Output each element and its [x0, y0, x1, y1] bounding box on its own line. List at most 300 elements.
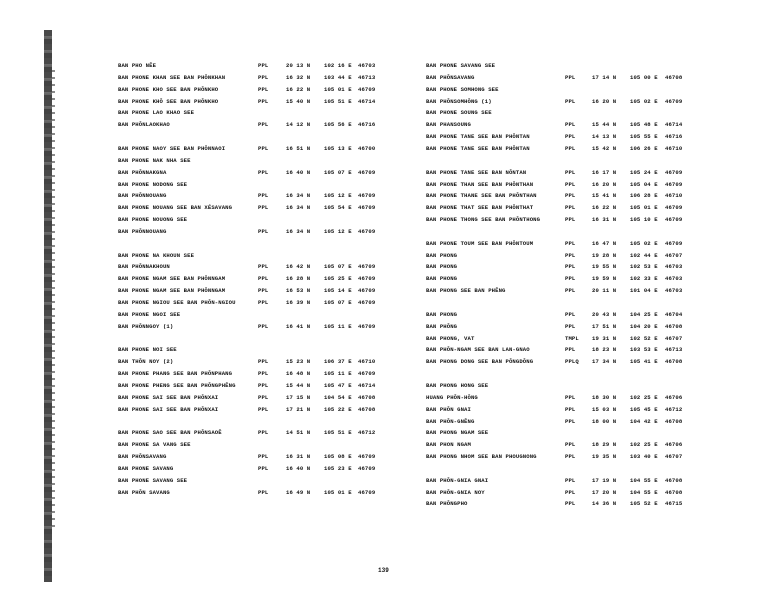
- feature-type: PPL: [258, 121, 269, 129]
- gazetteer-entry: [0, 311, 776, 319]
- longitude: 105 01 E: [630, 204, 658, 212]
- latitude: 16 17 N: [592, 168, 617, 176]
- sheet-reference: 46708: [665, 476, 683, 484]
- sheet-reference: 46709: [358, 227, 376, 235]
- sheet-reference: 46713: [358, 73, 376, 81]
- latitude: 15 44 N: [286, 381, 311, 389]
- sheet-reference: 46708: [665, 488, 683, 496]
- latitude: 16 34 N: [286, 192, 311, 200]
- place-name: BAN PHONE NGAM SEE BAN PHÔNNGAM: [118, 275, 226, 283]
- longitude: 105 07 E: [324, 299, 352, 306]
- feature-type: PPL: [258, 322, 269, 330]
- feature-type: PPL: [258, 453, 269, 461]
- gazetteer-entry: [0, 240, 776, 248]
- sheet-reference: 46709: [358, 299, 376, 306]
- place-name: BAN PHONE SA VANG SEE: [118, 441, 191, 449]
- sheet-reference: 46709: [358, 322, 376, 330]
- feature-type: PPL: [258, 62, 269, 69]
- place-name: BAN PHÔNSOMHÔNG (1): [426, 97, 492, 105]
- place-name: BAN PHONG: [426, 251, 458, 259]
- latitude: 16 32 N: [286, 73, 311, 81]
- longitude: 106 26 E: [630, 144, 658, 152]
- sheet-reference: 46709: [358, 85, 376, 93]
- longitude: 102 25 E: [630, 441, 658, 449]
- place-name: BAN PHONE SAVANG: [118, 464, 174, 472]
- feature-type: PPL: [565, 216, 576, 224]
- gazetteer-entry: [0, 62, 776, 70]
- longitude: 104 55 E: [630, 476, 658, 484]
- gazetteer-entry: [0, 358, 776, 366]
- feature-type: PPL: [565, 453, 576, 461]
- place-name: BAN PHONE NGIOU SEE BAN PHÔN-NGIOU: [118, 299, 236, 306]
- feature-type: TMPL: [565, 334, 579, 342]
- place-name: BAN PHON NGAM: [426, 441, 471, 449]
- gazetteer-entry: [0, 275, 776, 283]
- sheet-reference: 46710: [665, 144, 683, 152]
- gazetteer-entry: [0, 323, 776, 331]
- latitude: 17 34 N: [592, 358, 617, 366]
- place-name: BAN PHONE LAO KHAO SEE: [118, 109, 195, 117]
- longitude: 104 20 E: [630, 322, 658, 330]
- place-name: BAN PHONG NGAM SEE: [426, 429, 489, 437]
- feature-type: PPL: [565, 144, 576, 152]
- sheet-reference: 46716: [358, 121, 376, 129]
- latitude: 14 36 N: [592, 500, 617, 508]
- feature-type: PPL: [565, 322, 576, 330]
- feature-type: PPL: [565, 239, 576, 247]
- sheet-reference: 46703: [665, 263, 683, 271]
- sheet-reference: 46716: [665, 133, 683, 141]
- sheet-reference: 46709: [358, 192, 376, 200]
- latitude: 16 40 N: [286, 168, 311, 176]
- longitude: 105 10 E: [630, 216, 658, 224]
- gazetteer-entry: [0, 500, 776, 508]
- feature-type: PPL: [258, 429, 269, 437]
- gazetteer-entry: [0, 252, 776, 260]
- latitude: 16 31 N: [592, 216, 617, 224]
- place-name: BAN PHONE TANE SEE BAN NÔNTAN: [426, 168, 527, 176]
- gazetteer-entry: [0, 169, 776, 177]
- feature-type: PPL: [258, 358, 269, 366]
- latitude: 15 40 N: [286, 97, 311, 105]
- place-name: BAN PHÔNG: [426, 322, 458, 330]
- gazetteer-entry: [0, 346, 776, 354]
- gazetteer-entry: [0, 335, 776, 343]
- feature-type: PPL: [565, 441, 576, 449]
- latitude: 16 20 N: [592, 180, 617, 188]
- gazetteer-entry: [0, 74, 776, 82]
- place-name: BAN PHONE TANE SEE BAN PHÔNTAN: [426, 133, 530, 141]
- gazetteer-entry: [0, 441, 776, 449]
- latitude: 16 47 N: [592, 239, 617, 247]
- latitude: 16 49 N: [286, 488, 311, 496]
- place-name: BAN PHONE PHENG SEE BAN PHÔNGPHÊNG: [118, 381, 236, 389]
- feature-type: PPL: [565, 73, 576, 81]
- latitude: 19 35 N: [592, 453, 617, 461]
- longitude: 105 12 E: [324, 227, 352, 235]
- sheet-reference: 46707: [665, 453, 683, 461]
- latitude: 16 53 N: [286, 287, 311, 295]
- place-name: BAN PHONE NAK NHA SEE: [118, 156, 191, 164]
- place-name: BAN PHONE NGOI SEE: [118, 310, 181, 318]
- gazetteer-entry: [0, 86, 776, 94]
- sheet-reference: 46709: [665, 168, 683, 176]
- sheet-reference: 46704: [665, 310, 683, 318]
- place-name: BAN PHONE THAT SEE BAN PHÔNTHAT: [426, 204, 534, 212]
- gazetteer-entry: [0, 382, 776, 390]
- place-name: BAN PHONG HONG SEE: [426, 381, 489, 389]
- latitude: 16 22 N: [592, 204, 617, 212]
- sheet-reference: 46714: [665, 121, 683, 129]
- latitude: 14 12 N: [286, 121, 311, 129]
- longitude: 101 04 E: [630, 287, 658, 295]
- longitude: 102 33 E: [630, 275, 658, 283]
- longitude: 105 07 E: [324, 263, 352, 271]
- latitude: 15 41 N: [592, 192, 617, 200]
- gazetteer-entry: [0, 133, 776, 141]
- longitude: 105 08 E: [324, 453, 352, 461]
- sheet-reference: 46709: [665, 204, 683, 212]
- sheet-reference: 46706: [665, 393, 683, 401]
- longitude: 102 52 E: [630, 334, 658, 342]
- longitude: 105 48 E: [630, 121, 658, 129]
- feature-type: PPL: [258, 287, 269, 295]
- gazetteer-entry: [0, 216, 776, 224]
- latitude: 16 51 N: [286, 144, 311, 152]
- longitude: 105 23 E: [324, 464, 352, 472]
- longitude: 105 45 E: [630, 405, 658, 413]
- gazetteer-entry: [0, 98, 776, 106]
- longitude: 104 54 E: [324, 393, 352, 401]
- place-name: BAN PHÔN-NGAM SEE BAN LAN-GNAO: [426, 346, 530, 354]
- longitude: 105 01 E: [324, 488, 352, 496]
- longitude: 105 11 E: [324, 322, 352, 330]
- latitude: 20 13 N: [286, 62, 311, 69]
- longitude: 105 01 E: [324, 85, 352, 93]
- feature-type: PPL: [565, 275, 576, 283]
- gazetteer-entry: [0, 418, 776, 426]
- longitude: 105 54 E: [324, 204, 352, 212]
- gazetteer-entry: [0, 109, 776, 117]
- place-name: BAN PHONE TANE SEE BAN PHÔNTAN: [426, 144, 530, 152]
- latitude: 18 23 N: [592, 346, 617, 354]
- gazetteer-entry: [0, 157, 776, 165]
- longitude: 105 04 E: [630, 180, 658, 188]
- latitude: 18 29 N: [592, 441, 617, 449]
- gazetteer-entry: [0, 121, 776, 129]
- sheet-reference: 46708: [665, 73, 683, 81]
- feature-type: PPL: [565, 287, 576, 295]
- latitude: 16 34 N: [286, 227, 311, 235]
- sheet-reference: 46708: [665, 358, 683, 366]
- feature-type: PPL: [258, 275, 269, 283]
- gazetteer-entry: [0, 299, 776, 307]
- latitude: 14 51 N: [286, 429, 311, 437]
- place-name: BAN PHONE TOUM SEE BAN PHÔNTOUM: [426, 239, 534, 247]
- place-name: BAN PHONG, VAT: [426, 334, 475, 342]
- longitude: 105 52 E: [630, 500, 658, 508]
- latitude: 17 15 N: [286, 393, 311, 401]
- place-name: BAN PHÔNNAKGNA: [118, 168, 167, 176]
- sheet-reference: 46706: [665, 441, 683, 449]
- sheet-reference: 46709: [358, 275, 376, 283]
- sheet-reference: 46708: [358, 405, 376, 413]
- longitude: 105 24 E: [630, 168, 658, 176]
- latitude: 16 48 N: [286, 370, 311, 378]
- gazetteer-entry: [0, 192, 776, 200]
- latitude: 16 41 N: [286, 322, 311, 330]
- longitude: 106 28 E: [630, 192, 658, 200]
- latitude: 15 42 N: [592, 144, 617, 152]
- feature-type: PPL: [565, 500, 576, 508]
- longitude: 105 51 E: [324, 429, 352, 437]
- longitude: 104 25 E: [630, 310, 658, 318]
- sheet-reference: 46709: [358, 168, 376, 176]
- place-name: BAN PHONG SEE BAN PHÊNG: [426, 287, 506, 295]
- longitude: 102 16 E: [324, 62, 352, 69]
- longitude: 103 53 E: [630, 346, 658, 354]
- place-name: BAN PHÔN-GNIA NOY: [426, 488, 485, 496]
- gazetteer-entry: [0, 453, 776, 461]
- place-name: BAN PHONE SAVANG SEE: [118, 476, 188, 484]
- sheet-reference: 46709: [665, 180, 683, 188]
- feature-type: PPL: [565, 180, 576, 188]
- latitude: 19 31 N: [592, 334, 617, 342]
- longitude: 102 53 E: [630, 263, 658, 271]
- feature-type: PPL: [258, 393, 269, 401]
- gazetteer-entry: [0, 465, 776, 473]
- gazetteer-entry: [0, 394, 776, 402]
- sheet-reference: 46709: [665, 239, 683, 247]
- feature-type: PPL: [565, 310, 576, 318]
- place-name: BAN PHONE NA KHOUN SEE: [118, 251, 195, 259]
- feature-type: PPL: [565, 168, 576, 176]
- page-number: 139: [378, 567, 389, 574]
- place-name: BAN PHO NÊE: [118, 62, 157, 69]
- feature-type: PPL: [258, 464, 269, 472]
- gazetteer-entry: [0, 263, 776, 271]
- feature-type: PPL: [565, 192, 576, 200]
- place-name: BAN PHONE THANE SEE BAN PHÔNTHAN: [426, 192, 537, 200]
- latitude: 19 55 N: [592, 263, 617, 271]
- place-name: BAN PHONE SAI SEE BAN PHÔNXAI: [118, 405, 219, 413]
- feature-type: PPLQ: [565, 358, 579, 366]
- feature-type: PPL: [258, 227, 269, 235]
- place-name: BAN PHÔNNOUANG: [118, 227, 167, 235]
- sheet-reference: 46700: [358, 144, 376, 152]
- place-name: BAN PHÔN-GNIA GNAI: [426, 476, 489, 484]
- place-name: BAN PHÔNLAOKHAO: [118, 121, 170, 129]
- longitude: 106 37 E: [324, 358, 352, 366]
- feature-type: PPL: [565, 263, 576, 271]
- sheet-reference: 46707: [665, 251, 683, 259]
- latitude: 16 28 N: [286, 275, 311, 283]
- longitude: 103 44 E: [324, 73, 352, 81]
- sheet-reference: 46712: [665, 405, 683, 413]
- sheet-reference: 46703: [665, 287, 683, 295]
- sheet-reference: 46708: [665, 322, 683, 330]
- longitude: 105 56 E: [324, 121, 352, 129]
- longitude: 105 55 E: [630, 133, 658, 141]
- sheet-reference: 46712: [358, 429, 376, 437]
- latitude: 16 20 N: [592, 97, 617, 105]
- longitude: 105 13 E: [324, 144, 352, 152]
- longitude: 105 12 E: [324, 192, 352, 200]
- gazetteer-entry: [0, 228, 776, 236]
- feature-type: PPL: [258, 144, 269, 152]
- place-name: BAN PHÔN SAVANG: [118, 488, 170, 496]
- sheet-reference: 46703: [358, 62, 376, 69]
- longitude: 105 14 E: [324, 287, 352, 295]
- longitude: 105 00 E: [630, 73, 658, 81]
- latitude: 17 19 N: [592, 476, 617, 484]
- sheet-reference: 46709: [358, 464, 376, 472]
- latitude: 15 44 N: [592, 121, 617, 129]
- longitude: 105 02 E: [630, 239, 658, 247]
- feature-type: PPL: [565, 488, 576, 496]
- latitude: 16 31 N: [286, 453, 311, 461]
- feature-type: PPL: [565, 346, 576, 354]
- longitude: 103 40 E: [630, 453, 658, 461]
- place-name: BAN PHONE SAI SEE BAN PHÔNXAI: [118, 393, 219, 401]
- gazetteer-entry: [0, 370, 776, 378]
- place-name: BAN PHONE NOUONG SEE: [118, 216, 188, 224]
- sheet-reference: 46708: [665, 417, 683, 425]
- place-name: BAN PHONE SAVANG SEE: [426, 62, 496, 69]
- latitude: 17 20 N: [592, 488, 617, 496]
- place-name: BAN PHÔNNGOY (1): [118, 322, 174, 330]
- gazetteer-entry: [0, 204, 776, 212]
- place-name: BAN PHONG: [426, 263, 458, 271]
- place-name: BAN PHONG NHOM SEE BAN PHOUGNONG: [426, 453, 537, 461]
- place-name: BAN PHONE PHANG SEE BAN PHÔNPHANG: [118, 370, 233, 378]
- place-name: BAN PHONE KHAN SEE BAN PHÔNKHAN: [118, 73, 226, 81]
- place-name: BAN PHONE SAO SEE BAN PHÔNSAOÊ: [118, 429, 222, 437]
- latitude: 16 22 N: [286, 85, 311, 93]
- sheet-reference: 46703: [665, 275, 683, 283]
- sheet-reference: 46709: [358, 453, 376, 461]
- sheet-reference: 46709: [358, 287, 376, 295]
- place-name: BAN PHONE THONG SEE BAN PHÔNTHONG: [426, 216, 541, 224]
- place-name: BAN THÔN NOY (2): [118, 358, 174, 366]
- place-name: BAN PHÔNNOUANG: [118, 192, 167, 200]
- sheet-reference: 46709: [665, 97, 683, 105]
- sheet-reference: 46709: [358, 263, 376, 271]
- place-name: BAN PHONE KHO SEE BAN PHÔNKHO: [118, 85, 219, 93]
- place-name: BAN PHONE NOUANG SEE BAN XÉSAVANG: [118, 204, 233, 212]
- gazetteer-entry: [0, 477, 776, 485]
- longitude: 105 51 E: [324, 97, 352, 105]
- feature-type: PPL: [258, 381, 269, 389]
- gazetteer-entry: [0, 181, 776, 189]
- feature-type: PPL: [258, 370, 269, 378]
- latitude: 19 59 N: [592, 275, 617, 283]
- place-name: BAN PHONE NODONG SEE: [118, 180, 188, 188]
- longitude: 105 22 E: [324, 405, 352, 413]
- feature-type: PPL: [258, 85, 269, 93]
- latitude: 14 13 N: [592, 133, 617, 141]
- feature-type: PPL: [258, 192, 269, 200]
- feature-type: PPL: [258, 168, 269, 176]
- sheet-reference: 46714: [358, 381, 376, 389]
- feature-type: PPL: [258, 73, 269, 81]
- feature-type: PPL: [565, 405, 576, 413]
- gazetteer-entry: [0, 406, 776, 414]
- latitude: 17 51 N: [592, 322, 617, 330]
- place-name: BAN PHONE NOI SEE: [118, 346, 177, 354]
- feature-type: PPL: [565, 251, 576, 259]
- feature-type: PPL: [258, 204, 269, 212]
- place-name: BAN PHANSOUNG: [426, 121, 471, 129]
- place-name: HUANG PHÔN-HÔNG: [426, 393, 478, 401]
- feature-type: PPL: [565, 476, 576, 484]
- feature-type: PPL: [565, 133, 576, 141]
- place-name: BAN PHÔNNAKHOUN: [118, 263, 170, 271]
- longitude: 105 25 E: [324, 275, 352, 283]
- longitude: 105 02 E: [630, 97, 658, 105]
- sheet-reference: 46707: [665, 334, 683, 342]
- feature-type: PPL: [258, 263, 269, 271]
- sheet-reference: 46709: [358, 488, 376, 496]
- sheet-reference: 46709: [665, 216, 683, 224]
- longitude: 105 11 E: [324, 370, 352, 378]
- latitude: 17 14 N: [592, 73, 617, 81]
- feature-type: PPL: [565, 97, 576, 105]
- latitude: 16 34 N: [286, 204, 311, 212]
- longitude: 105 41 E: [630, 358, 658, 366]
- place-name: BAN PHONG DONG SEE BAN PÔNGDÔNG: [426, 358, 534, 366]
- gazetteer-entry: [0, 145, 776, 153]
- longitude: 102 44 E: [630, 251, 658, 259]
- longitude: 102 25 E: [630, 393, 658, 401]
- place-name: BAN PHONE NAOY SEE BAN PHÔNNAOI: [118, 144, 226, 152]
- latitude: 18 00 N: [592, 417, 617, 425]
- gazetteer-entry: [0, 287, 776, 295]
- place-name: BAN PHONG: [426, 310, 458, 318]
- place-name: BAN PHÔNGPHO: [426, 500, 468, 508]
- place-name: BAN PHONE KHÔ SEE BAN PHÔNKHO: [118, 97, 219, 105]
- longitude: 105 47 E: [324, 381, 352, 389]
- latitude: 16 42 N: [286, 263, 311, 271]
- place-name: BAN PHONE NGAM SEE BAN PHÔNNGAM: [118, 287, 226, 295]
- feature-type: PPL: [258, 97, 269, 105]
- place-name: BAN PHONG: [426, 275, 458, 283]
- latitude: 18 30 N: [592, 393, 617, 401]
- latitude: 19 28 N: [592, 251, 617, 259]
- sheet-reference: 46709: [358, 370, 376, 378]
- latitude: 20 43 N: [592, 310, 617, 318]
- place-name: BAN PHÔNSAVANG: [118, 453, 167, 461]
- latitude: 15 23 N: [286, 358, 311, 366]
- latitude: 16 40 N: [286, 464, 311, 472]
- place-name: BAN PHONE SOMHONG SEE: [426, 85, 499, 93]
- latitude: 15 03 N: [592, 405, 617, 413]
- sheet-reference: 46713: [665, 346, 683, 354]
- sheet-reference: 46710: [665, 192, 683, 200]
- feature-type: PPL: [258, 299, 269, 306]
- feature-type: PPL: [565, 393, 576, 401]
- feature-type: PPL: [258, 488, 269, 496]
- sheet-reference: 46715: [665, 500, 683, 508]
- sheet-reference: 46714: [358, 97, 376, 105]
- gazetteer-entry: [0, 429, 776, 437]
- place-name: BAN PHÔN GNAI: [426, 405, 471, 413]
- feature-type: PPL: [565, 121, 576, 129]
- sheet-reference: 46709: [358, 204, 376, 212]
- latitude: 20 11 N: [592, 287, 617, 295]
- longitude: 105 07 E: [324, 168, 352, 176]
- latitude: 16 39 N: [286, 299, 311, 306]
